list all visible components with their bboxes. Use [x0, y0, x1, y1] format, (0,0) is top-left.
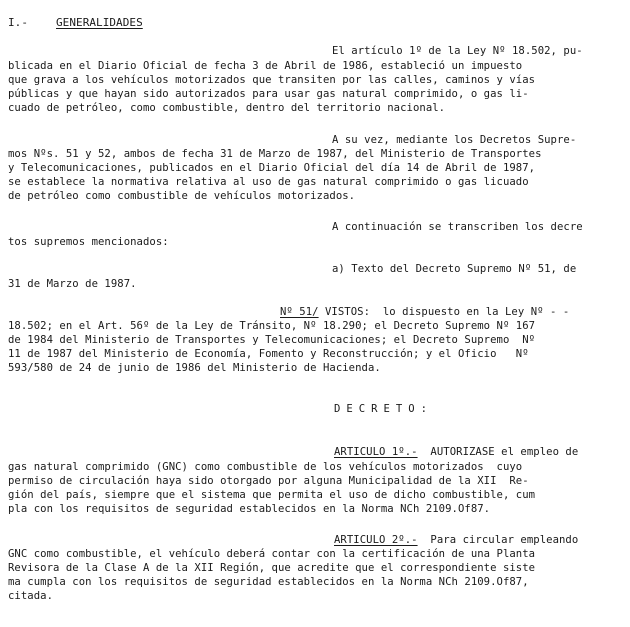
decreto-heading: DECRETO:	[334, 403, 434, 415]
vistos-line: 18.502; en el Art. 56º de la Ley de Tránsito, Nº 18.290; el Decreto Supremo Nº 167	[8, 320, 536, 332]
art1-first-line	[334, 446, 578, 459]
art2-first-text: Para circular empleando	[417, 534, 579, 546]
art2-line: ma cumpla con los requisitos de seguridad establecidos en la Norma NCh 2109.Of87,	[8, 576, 529, 588]
art2-label: ARTICULO 2º.-	[334, 534, 418, 546]
para1-line: cuado de petróleo, como combustible, dentro del territorio nacional.	[8, 102, 446, 114]
art2-first-line	[334, 534, 578, 547]
para3-line: tos supremos mencionados:	[8, 236, 169, 248]
item-a-line: a) Texto del Decreto Supremo Nº 51, de	[332, 263, 577, 275]
art1-label: ARTICULO 1º.-	[334, 446, 418, 458]
vistos-line: 11 de 1987 del Ministerio de Economía, Fomento y Reconstrucción; y el Oficio Nº	[8, 348, 529, 360]
para1-line: blicada en el Diario Oficial de fecha 3 de Abril de 1986, estableció un impuesto	[8, 60, 523, 72]
art1-line: gas natural comprimido (GNC) como combustible de los vehículos motorizados cuyo	[8, 461, 523, 473]
art2-line: citada.	[8, 590, 53, 602]
para2-line: de petróleo como combustible de vehículos motorizados.	[8, 190, 356, 202]
art1-first-text: AUTORIZASE el empleo de	[417, 446, 579, 458]
para2-line: y Telecomunicaciones, publicados en el Diario Oficial del día 14 de Abril de 1987,	[8, 162, 536, 174]
item-a-line: 31 de Marzo de 1987.	[8, 278, 137, 290]
art1-line: gión del país, siempre que el sistema que permita el uso de dicho combustible, cum	[8, 489, 536, 501]
vistos-text: VISTOS: lo dispuesto en la Ley Nº - -	[318, 306, 570, 318]
para1-line: que grava a los vehículos motorizados que transiten por las calles, caminos y vías	[8, 74, 536, 86]
para2-line: se establece la normativa relativa al uso de gas natural comprimido o gas licuado	[8, 176, 529, 188]
art1-line: permiso de circulación haya sido otorgado por alguna Municipalidad de la XII Re-	[8, 475, 529, 487]
art2-line: Revisora de la Clase A de la XII Región, que acredite que el correspondiente siste	[8, 562, 536, 574]
para2-line: mos Nºs. 51 y 52, ambos de fecha 31 de Marzo de 1987, del Ministerio de Transportes	[8, 148, 542, 160]
decree-number: Nº 51/	[280, 306, 319, 318]
art1-line: pla con los requisitos de seguridad establecidos en la Norma NCh 2109.Of87.	[8, 503, 491, 515]
para2-line: A su vez, mediante los Decretos Supre-	[332, 134, 577, 146]
para1-line: El artículo 1º de la Ley Nº 18.502, pu-	[332, 45, 583, 57]
vistos-line: 593/580 de 24 de junio de 1986 del Ministerio de Hacienda.	[8, 362, 381, 374]
vistos-first-line	[280, 306, 569, 319]
section-number: I.-	[8, 16, 29, 29]
art2-line: GNC como combustible, el vehículo deberá contar con la certificación de una Planta	[8, 548, 536, 560]
para1-line: públicas y que hayan sido autorizados para usar gas natural comprimido, o gas li-	[8, 88, 529, 100]
vistos-line: de 1984 del Ministerio de Transportes y Telecomunicaciones; el Decreto Supremo Nº	[8, 334, 536, 346]
para3-line: A continuación se transcriben los decre	[332, 221, 583, 233]
section-title: GENERALIDADES	[56, 16, 143, 29]
